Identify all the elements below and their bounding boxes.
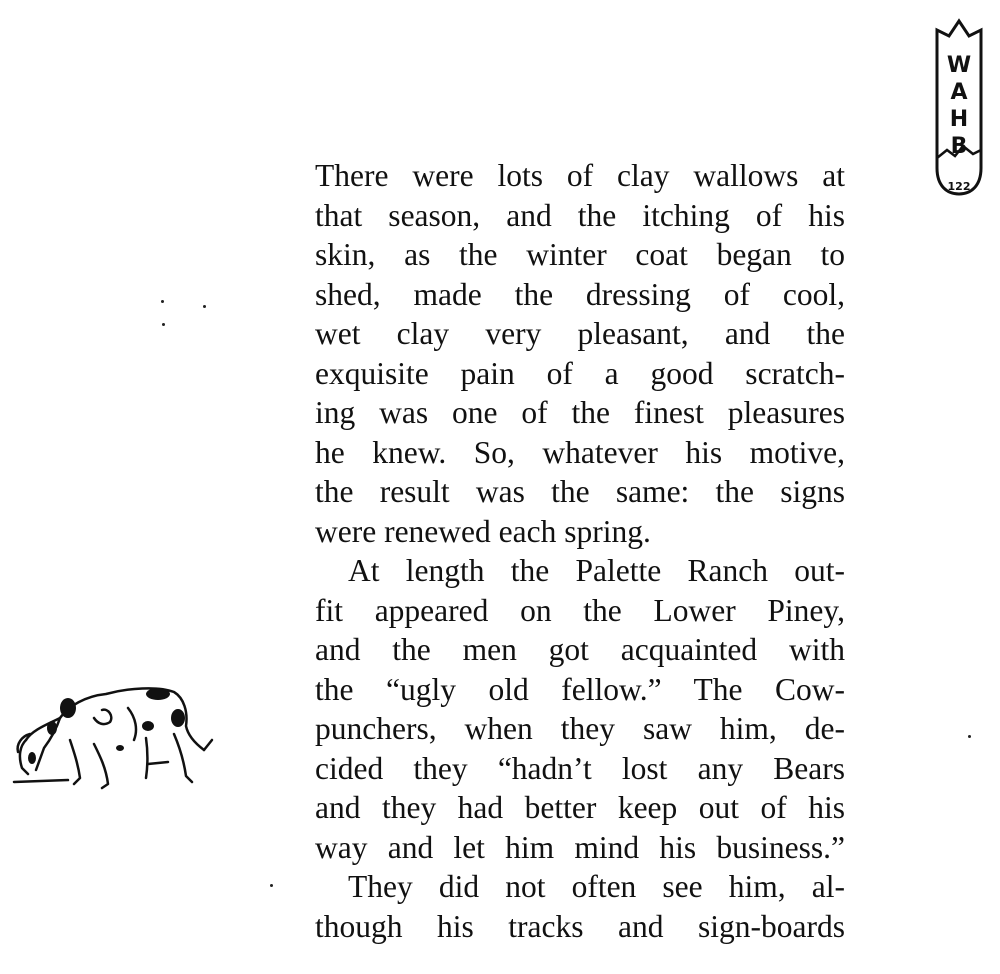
text-line: They did not often see him, al- xyxy=(348,869,845,904)
text-line: wet clay very pleasant, and the xyxy=(315,316,845,351)
text-line: the “ugly old fellow.” The Cow- xyxy=(315,671,845,707)
text-line: ing was one of the finest pleasures xyxy=(315,395,845,430)
text-line: and they had better keep out of his xyxy=(315,790,845,825)
body-text xyxy=(315,156,845,946)
text-line: though his tracks and sign-boards xyxy=(315,908,845,944)
text-line: were renewed each spring. xyxy=(315,513,651,549)
speck xyxy=(162,323,165,326)
text-line: he knew. So, whatever his motive, xyxy=(315,434,845,470)
text-line: way and let him mind his business.” xyxy=(315,829,845,865)
cow-sketch-icon xyxy=(8,678,218,793)
text-line: punchers, when they saw him, de- xyxy=(315,711,845,746)
speck xyxy=(270,884,273,887)
badge-letter: A xyxy=(950,80,968,105)
badge-letters xyxy=(929,52,989,160)
badge-letter: W xyxy=(946,53,972,78)
text-line: skin, as the winter coat began to xyxy=(315,237,845,272)
text-line: There were lots of clay wallows at xyxy=(315,158,845,193)
text-line: the result was the same: the signs xyxy=(315,474,845,509)
badge-letter: H xyxy=(949,107,969,132)
speck xyxy=(968,735,971,738)
text-line: and the men got acquainted with xyxy=(315,632,845,667)
text-line: that season, and the itching of his xyxy=(315,197,845,233)
speck xyxy=(161,300,164,303)
text-line: At length the Palette Ranch out- xyxy=(348,553,845,588)
wahb-badge xyxy=(929,18,989,198)
speck xyxy=(203,305,206,308)
text-line: shed, made the dressing of cool, xyxy=(315,276,845,312)
text-line: fit appeared on the Lower Piney, xyxy=(315,592,845,628)
page-number: 122 xyxy=(947,180,971,193)
text-line: exquisite pain of a good scratch- xyxy=(315,355,845,391)
badge-letter: B xyxy=(950,134,968,159)
text-line: cided they “hadn’t lost any Bears xyxy=(315,750,845,786)
